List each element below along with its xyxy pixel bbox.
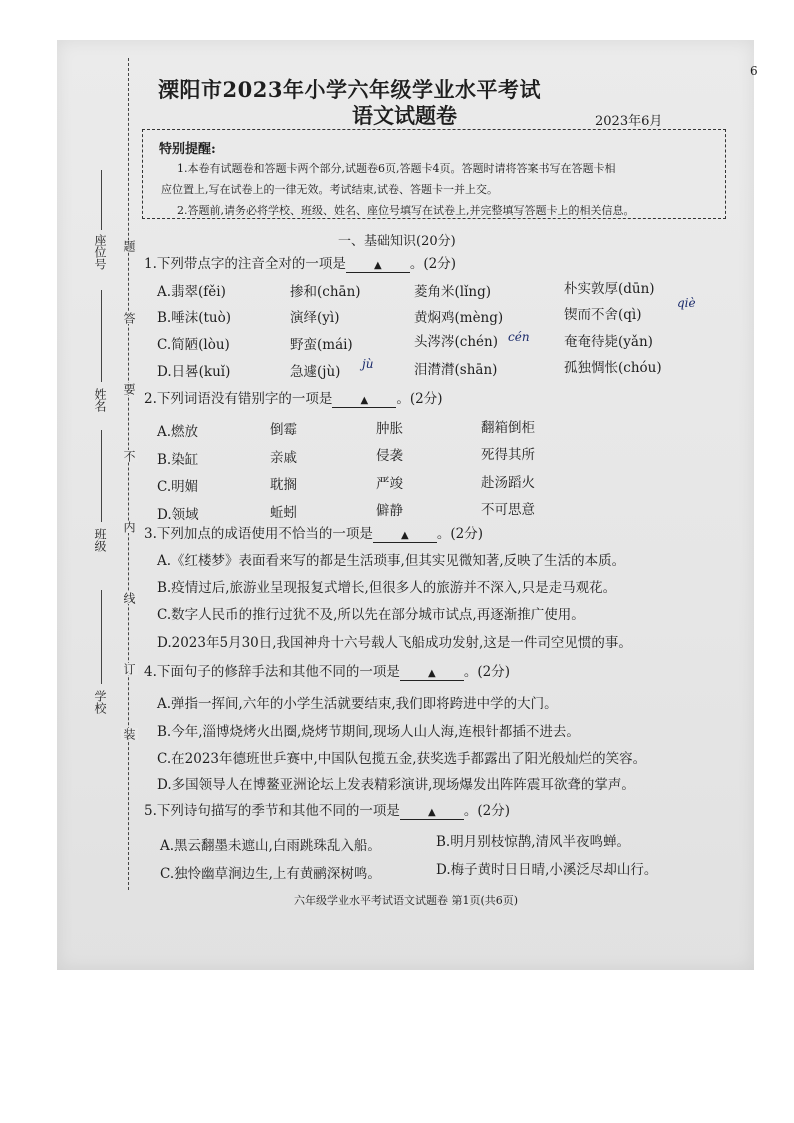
q4-option: D.多国领导人在博鳌亚洲论坛上发表精彩演讲,现场爆发出阵阵震耳欲聋的掌声。 [157,777,635,793]
q3-option: D.2023年5月30日,我国神舟十六号载人飞船成功发射,这是一件司空见惯的事。 [157,635,632,651]
notice-line: 1.本卷有试题卷和答题卡两个部分,试题卷6页,答题卡4页。答题时请将答案书写在答题卡相 [177,162,616,175]
answer-blank: ▲ [373,529,437,543]
seat-underline [101,170,102,230]
q4-option: B.今年,淄博烧烤火出圈,烧烤节期间,现场人山人海,连根针都插不进去。 [157,724,580,740]
seat-label: 座位号 [93,234,107,270]
question-5-stem [144,799,510,820]
q1-option: 锲而不舍(qì) [564,307,642,323]
margin-char: 答 [122,312,136,324]
stem-score: 。(2分) [463,803,511,819]
page-corner-mark: 6 [750,64,758,78]
q3-option: A.《红楼梦》表面看来写的都是生活琐事,但其实见微知著,反映了生活的本质。 [157,553,626,569]
school-underline [101,590,102,684]
q4-option: A.弹指一挥间,六年的小学生活就要结束,我们即将跨进中学的大门。 [157,696,558,712]
q5-option: A.黑云翻墨未遮山,白雨跳珠乱入船。 [160,838,381,854]
q1-option: 头涔涔(chén) [414,334,498,350]
q5-option: C.独怜幽草涧边生,上有黄鹂深树鸣。 [160,866,381,882]
q5-option: D.梅子黄时日日晴,小溪泛尽却山行。 [436,862,658,878]
handwritten-note: jù [362,357,374,371]
q2-option: 僻静 [376,503,403,519]
stem-score: 。(2分) [409,256,457,272]
q1-option: D.日晷(kuǐ) [157,364,231,380]
margin-char: 线 [122,592,136,604]
q4-option: C.在2023年德班世乒赛中,中国队包揽五金,获奖选手都露出了阳光般灿烂的笑容。 [157,751,647,767]
q2-option: 死得其所 [481,447,535,463]
margin-char: 订 [122,663,136,675]
stem-score: 。(2分) [396,391,443,407]
q2-option: D.领域 [157,507,199,523]
question-3-stem [144,522,483,543]
notice-line: 2.答题前,请务必将学校、班级、姓名、座位号填写在试卷上,并完整填写答题卡上的相关信息。 [177,204,635,217]
stem-score: 。(2分) [463,664,511,680]
notice-title: 特别提醒: [159,142,216,157]
q1-option: 菱角米(lǐng) [414,284,492,300]
q1-option: A.翡翠(fěi) [157,284,226,300]
q1-option: 黄焖鸡(mèng) [414,310,504,326]
stem-text: 5.下列诗句描写的季节和其他不同的一项是 [144,803,400,819]
exam-date: 2023年6月 [595,114,663,129]
question-2-stem [144,387,443,408]
q2-option: 耽搁 [270,477,297,493]
q1-option: C.简陋(lòu) [157,337,230,353]
answer-blank: ▲ [400,667,464,681]
notice-line: 应位置上,写在试卷上的一律无效。考试结束,试卷、答题卡一并上交。 [161,183,498,196]
exam-title: 溧阳市2023年小学六年级学业水平考试 [158,77,541,102]
stem-text: 1.下列带点字的注音全对的一项是 [144,256,346,272]
binding-line [128,58,129,890]
q1-option: 野蛮(mái) [290,337,353,353]
stem-score: 。(2分) [436,526,484,542]
name-label: 姓名 [93,388,107,412]
q2-option: 蚯蚓 [270,505,297,521]
answer-blank: ▲ [332,394,396,408]
stem-text: 4.下面句子的修辞手法和其他不同的一项是 [144,664,400,680]
q5-option: B.明月别枝惊鹊,清风半夜鸣蝉。 [436,834,631,850]
q2-option: 赴汤蹈火 [481,475,535,491]
q1-option: B.唾沫(tuò) [157,310,231,326]
page-footer: 六年级学业水平考试语文试题卷 第1页(共6页) [294,894,519,907]
q1-option: 急遽(jù) [290,364,341,380]
margin-char: 内 [122,521,136,533]
q1-option: 泪潸潸(shān) [414,362,498,378]
class-label: 班级 [93,528,107,552]
q1-option: 奄奄待毙(yǎn) [564,334,653,350]
q1-option: 演绎(yì) [290,310,340,326]
school-label: 学校 [93,690,107,714]
question-1-stem [144,252,456,273]
answer-blank: ▲ [400,806,464,820]
q1-option: 掺和(chān) [290,284,361,300]
q2-option: 不可思意 [481,502,535,518]
class-underline [101,430,102,522]
notice-box [142,129,726,219]
q3-option: B.疫情过后,旅游业呈现报复式增长,但很多人的旅游并不深入,只是走马观花。 [157,580,617,596]
section-heading: 一、基础知识(20分) [338,234,456,249]
q2-option: 倒霉 [270,422,297,438]
q2-option: 翻箱倒柜 [481,420,535,436]
name-underline [101,290,102,382]
exam-subtitle: 语文试题卷 [352,103,457,128]
answer-blank: ▲ [346,259,410,273]
handwritten-note: qiè [677,296,696,310]
stem-text: 2.下列词语没有错别字的一项是 [144,391,333,407]
q2-option: C.明媚 [157,479,199,495]
handwritten-note: cén [508,330,530,344]
margin-char: 要 [122,383,136,395]
q1-option: 孤独惆怅(chóu) [564,360,662,376]
margin-char: 装 [122,728,136,740]
q3-option: C.数字人民币的推行过犹不及,所以先在部分城市试点,再逐渐推广使用。 [157,607,585,623]
q1-option: 朴实敦厚(dūn) [564,281,655,297]
margin-char: 题 [122,240,136,252]
q2-option: 肿胀 [376,421,403,437]
q2-option: B.染缸 [157,452,199,468]
q2-option: A.燃放 [157,424,199,440]
q2-option: 严竣 [376,476,403,492]
margin-char: 不 [122,450,136,462]
q2-option: 亲戚 [270,450,297,466]
question-4-stem [144,660,510,681]
stem-text: 3.下列加点的成语使用不恰当的一项是 [144,526,373,542]
q2-option: 侵袭 [376,448,403,464]
